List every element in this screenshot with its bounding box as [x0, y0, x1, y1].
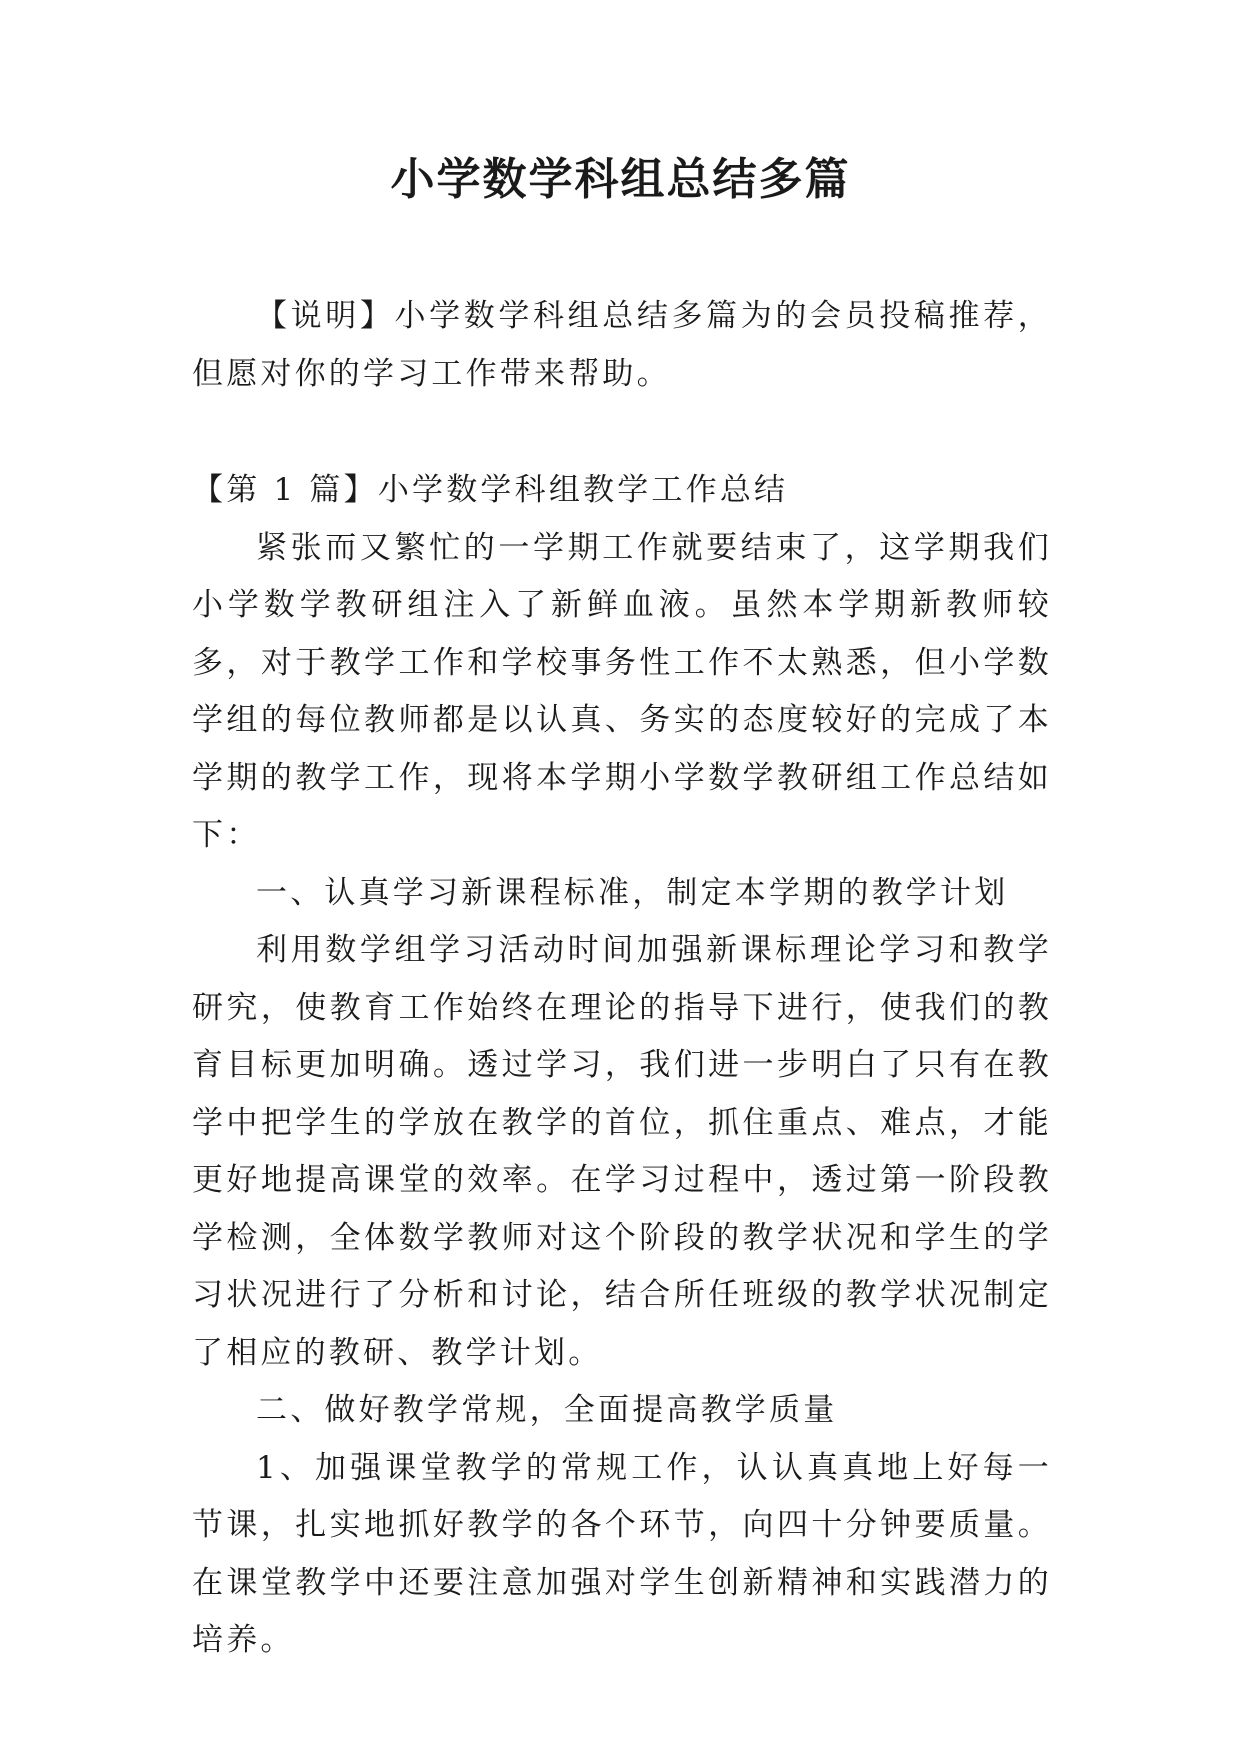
subheading-two: 二、做好教学常规，全面提高教学质量 [256, 1392, 838, 1428]
intro-block [192, 288, 1052, 403]
paragraph-opening: 紧张而又繁忙的一学期工作就要结束了，这学期我们小学数学教研组注入了新鲜血液。虽然本学期新教师较多，对于教学工作和学校事务性工作不太熟悉，但小学数学组的每位教师都是以认真、务实的态度较好的完成了本学期的教学工作，现将本学期小学数学教研组工作总结如下： [192, 529, 1052, 853]
article-body [192, 462, 1052, 1670]
intro-paragraph: 【说明】小学数学科组总结多篇为的会员投稿推荐，但愿对你的学习工作带来帮助。 [192, 298, 1052, 392]
paragraph-classroom: 1、加强课堂教学的常规工作，认认真真地上好每一节课，扎实地抓好教学的各个环节，向四十分钟要质量。在课堂教学中还要注意加强对学生创新精神和实践潜力的培养。 [192, 1449, 1052, 1658]
document-title: 小学数学科组总结多篇 [390, 154, 851, 205]
paragraph-study: 利用数学组学习活动时间加强新课标理论学习和教学研究，使教育工作始终在理论的指导下进行，使我们的教育目标更加明确。透过学习，我们进一步明白了只有在教学中把学生的学放在教学的首位，抓住重点、难点，才能更好地提高课堂的效率。在学习过程中，透过第一阶段教学检测，全体数学教师对这个阶段的教学状况和学生的学习状况进行了分析和讨论，结合所任班级的教学状况制定了相应的教研、教学计划。 [192, 932, 1052, 1371]
section-heading: 【第 1 篇】小学数学科组教学工作总结 [192, 472, 789, 508]
subheading-one: 一、认真学习新课程标准，制定本学期的教学计划 [256, 874, 1009, 911]
